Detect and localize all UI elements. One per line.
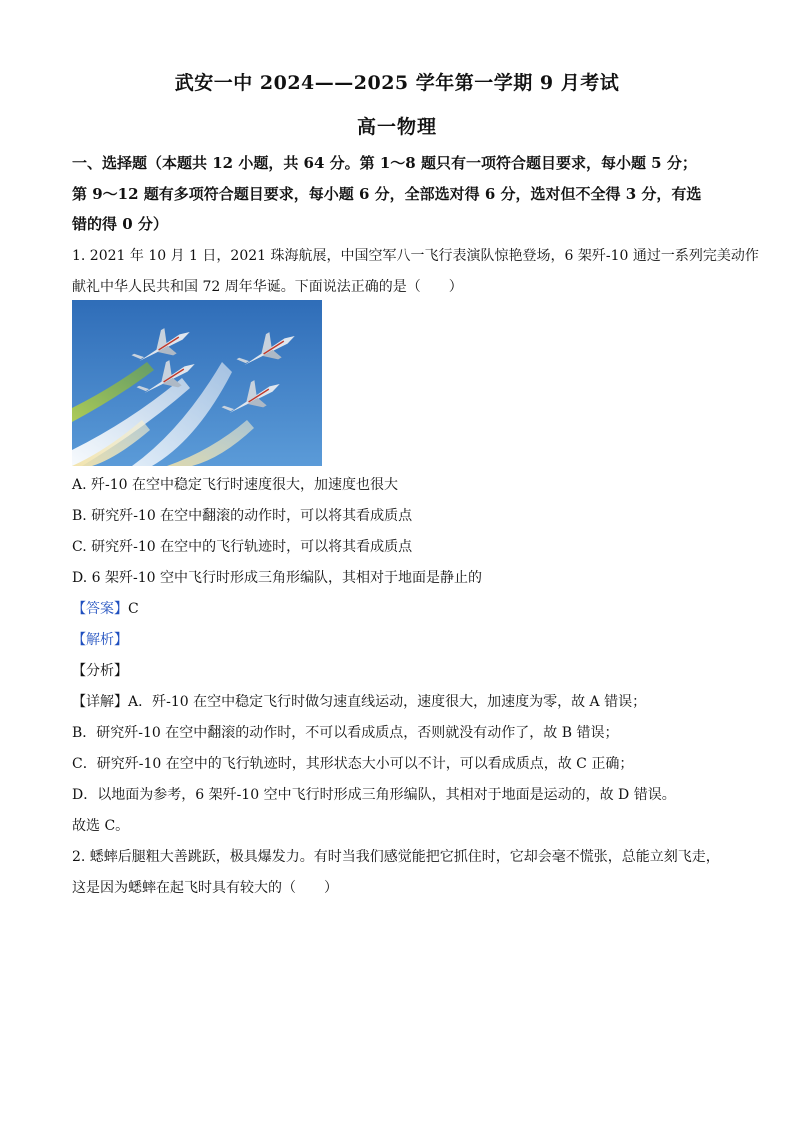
question-1-option-b: B. 研究歼-10 在空中翻滚的动作时，可以将其看成质点 xyxy=(72,508,413,524)
question-2-stem-line-1: 2. 蟋蟀后腿粗大善跳跃，极具爆发力。有时当我们感觉能把它抓住时，它却会毫不慌张，总能立刻飞走， xyxy=(72,849,720,865)
question-1-option-a: A. 歼-10 在空中稳定飞行时速度很大，加速度也很大 xyxy=(72,477,399,493)
exam-title: 武安一中 2024——2025 学年第一学期 9 月考试 xyxy=(174,72,620,94)
answer-label: 【答案】 xyxy=(72,601,128,617)
detail-line-b: B．研究歼-10 在空中翻滚的动作时，不可以看成质点，否则就没有动作了，故 B 错误； xyxy=(72,725,619,741)
detail-label: 【详解】 xyxy=(72,694,128,710)
jet-formation-photo xyxy=(72,300,322,466)
detail-line-a xyxy=(72,691,732,711)
section-heading-line-3: 错的得 0 分） xyxy=(72,215,168,233)
question-2-stem-line-2: 这是因为蟋蟀在起飞时具有较大的（ ） xyxy=(72,880,338,896)
question-1-option-d: D. 6 架歼-10 空中飞行时形成三角形编队，其相对于地面是静止的 xyxy=(72,570,482,586)
question-1-option-c: C. 研究歼-10 在空中的飞行轨迹时，可以将其看成质点 xyxy=(72,539,413,555)
subject-title: 高一物理 xyxy=(356,116,437,138)
fenxi-label: 【分析】 xyxy=(72,663,128,679)
section-heading-line-2: 第 9～12 题有多项符合题目要求，每小题 6 分，全部选对得 6 分，选对但不全得 3 分，有选 xyxy=(72,185,702,203)
question-1-stem-line-2: 献礼中华人民共和国 72 周年华诞。下面说法正确的是（ ） xyxy=(72,279,463,295)
jiexi-label: 【解析】 xyxy=(72,632,128,648)
detail-line-c: C．研究歼-10 在空中的飞行轨迹时，其形状态大小可以不计，可以看成质点，故 C 正确； xyxy=(72,756,634,772)
answer-value: C xyxy=(128,601,139,617)
conclusion: 故选 C。 xyxy=(72,818,130,834)
section-heading-line-1: 一、选择题（本题共 12 小题，共 64 分。第 1～8 题只有一项符合题目要求，每小题 5 分； xyxy=(72,154,697,172)
answer-line xyxy=(72,598,732,618)
jet-formation-illustration xyxy=(72,300,322,466)
detail-line-d: D．以地面为参考，6 架歼-10 空中飞行时形成三角形编队，其相对于地面是运动的，故 D 错误。 xyxy=(72,787,676,803)
question-1-stem-line-1: 1. 2021 年 10 月 1 日，2021 珠海航展，中国空军八一飞行表演队惊艳登场，6 架歼-10 通过一系列完美动作 xyxy=(72,248,759,264)
detail-a: A．歼-10 在空中稳定飞行时做匀速直线运动，速度很大，加速度为零，故 A 错误； xyxy=(128,694,647,710)
